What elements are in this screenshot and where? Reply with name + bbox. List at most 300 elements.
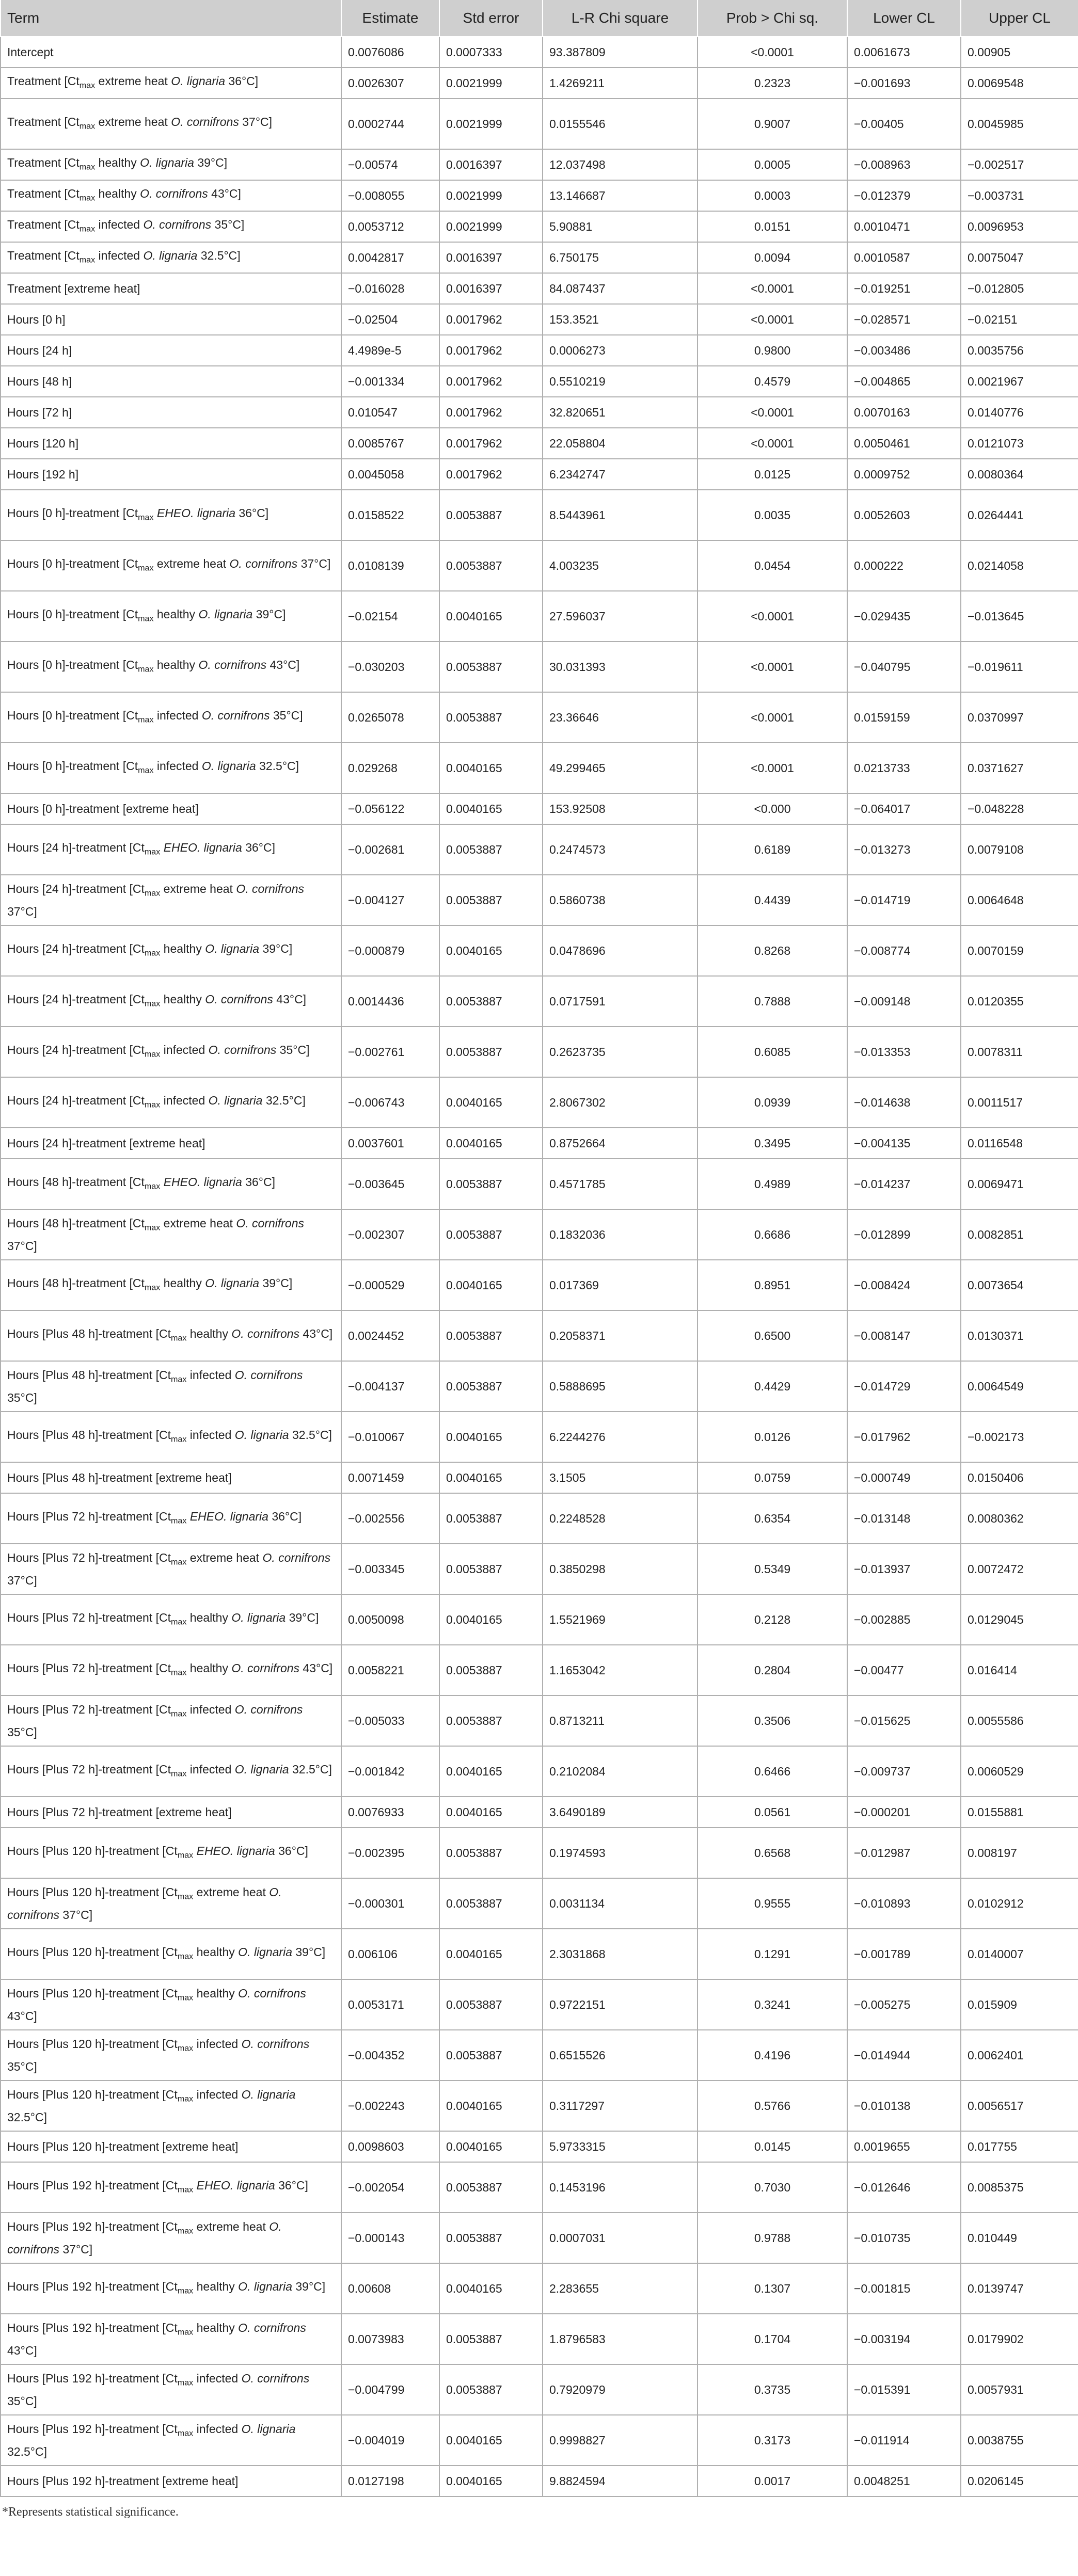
- table-row: [1, 180, 1078, 211]
- table-row: [1, 1159, 1078, 1209]
- cell-chi-square: 0.1832036: [543, 1209, 697, 1260]
- cell-term: Intercept: [1, 37, 341, 68]
- cell-chi-square: 1.8796583: [543, 2314, 697, 2364]
- cell-upper-cl: 0.0096953: [961, 211, 1078, 242]
- cell-prob: 0.0125: [697, 459, 847, 490]
- table-row: [1, 1412, 1078, 1462]
- cell-estimate: −0.030203: [341, 642, 439, 692]
- cell-lower-cl: −0.013937: [847, 1544, 961, 1594]
- cell-term: Hours [0 h]-treatment [$Ct_{max}$ extreme heat O. cornifrons 37°C]: [1, 540, 341, 591]
- cell-term: Hours [Plus 72 h]-treatment [$Ct_{max}$ infected O. cornifrons 35°C]: [1, 1695, 341, 1746]
- cell-estimate: −0.002243: [341, 2081, 439, 2131]
- cell-upper-cl: 0.0069548: [961, 68, 1078, 99]
- cell-upper-cl: 0.0057931: [961, 2364, 1078, 2415]
- cell-chi-square: 0.0717591: [543, 976, 697, 1027]
- cell-upper-cl: −0.048228: [961, 793, 1078, 824]
- cell-upper-cl: 0.0073654: [961, 1260, 1078, 1310]
- cell-estimate: −0.003645: [341, 1159, 439, 1209]
- cell-term: Hours [Plus 48 h]-treatment [extreme heat]: [1, 1462, 341, 1493]
- cell-prob: 0.8268: [697, 925, 847, 976]
- cell-std-error: 0.0021999: [439, 211, 543, 242]
- cell-chi-square: 6.750175: [543, 242, 697, 273]
- cell-upper-cl: 0.0179902: [961, 2314, 1078, 2364]
- cell-lower-cl: −0.001815: [847, 2263, 961, 2314]
- cell-std-error: 0.0016397: [439, 273, 543, 304]
- table-row: [1, 242, 1078, 273]
- cell-lower-cl: −0.012646: [847, 2162, 961, 2213]
- cell-upper-cl: −0.012805: [961, 273, 1078, 304]
- cell-lower-cl: −0.014719: [847, 875, 961, 925]
- cell-lower-cl: −0.013148: [847, 1493, 961, 1544]
- cell-estimate: 0.010547: [341, 397, 439, 428]
- cell-std-error: 0.0040165: [439, 2466, 543, 2497]
- cell-lower-cl: −0.012899: [847, 1209, 961, 1260]
- cell-std-error: 0.0017962: [439, 366, 543, 397]
- cell-std-error: 0.0021999: [439, 99, 543, 149]
- cell-std-error: 0.0040165: [439, 925, 543, 976]
- cell-std-error: 0.0053887: [439, 2030, 543, 2081]
- cell-chi-square: 2.283655: [543, 2263, 697, 2314]
- cell-lower-cl: −0.015391: [847, 2364, 961, 2415]
- cell-prob: 0.0145: [697, 2131, 847, 2162]
- cell-prob: 0.0003: [697, 180, 847, 211]
- cell-lower-cl: 0.0050461: [847, 428, 961, 459]
- cell-std-error: 0.0053887: [439, 1159, 543, 1209]
- cell-upper-cl: 0.0055586: [961, 1695, 1078, 1746]
- cell-std-error: 0.0007333: [439, 37, 543, 68]
- col-header-term: Term: [1, 0, 341, 37]
- cell-term: Hours [Plus 48 h]-treatment [$Ct_{max}$ infected O. lignaria 32.5°C]: [1, 1412, 341, 1462]
- cell-estimate: −0.000143: [341, 2213, 439, 2263]
- table-row: [1, 793, 1078, 824]
- cell-prob: <0.0001: [697, 273, 847, 304]
- cell-chi-square: 1.5521969: [543, 1594, 697, 1645]
- cell-prob: 0.5766: [697, 2081, 847, 2131]
- cell-lower-cl: −0.004135: [847, 1128, 961, 1159]
- cell-lower-cl: −0.010893: [847, 1878, 961, 1929]
- cell-prob: <0.0001: [697, 304, 847, 335]
- cell-std-error: 0.0053887: [439, 1027, 543, 1077]
- col-header-upper-cl: Upper CL: [961, 0, 1078, 37]
- cell-lower-cl: −0.008963: [847, 149, 961, 180]
- table-row: [1, 1027, 1078, 1077]
- cell-term: Hours [0 h]-treatment [$Ct_{max}$ EHEO. lignaria 36°C]: [1, 490, 341, 540]
- cell-prob: 0.0005: [697, 149, 847, 180]
- cell-std-error: 0.0053887: [439, 1645, 543, 1695]
- cell-estimate: −0.000301: [341, 1878, 439, 1929]
- cell-term: Hours [24 h]-treatment [$Ct_{max}$ EHEO. lignaria 36°C]: [1, 824, 341, 875]
- cell-chi-square: 6.2244276: [543, 1412, 697, 1462]
- cell-chi-square: 153.92508: [543, 793, 697, 824]
- cell-prob: 0.2804: [697, 1645, 847, 1695]
- cell-chi-square: 0.0478696: [543, 925, 697, 976]
- cell-lower-cl: −0.014638: [847, 1077, 961, 1128]
- cell-lower-cl: 0.000222: [847, 540, 961, 591]
- cell-term: Hours [24 h]-treatment [extreme heat]: [1, 1128, 341, 1159]
- cell-prob: 0.1704: [697, 2314, 847, 2364]
- cell-prob: 0.5349: [697, 1544, 847, 1594]
- cell-lower-cl: −0.014729: [847, 1361, 961, 1412]
- cell-term: Hours [Plus 120 h]-treatment [$Ct_{max}$ extreme heat O. cornifrons 37°C]: [1, 1878, 341, 1929]
- cell-term: Hours [Plus 192 h]-treatment [$Ct_{max}$ extreme heat O. cornifrons 37°C]: [1, 2213, 341, 2263]
- cell-estimate: 0.0026307: [341, 68, 439, 99]
- cell-lower-cl: 0.0019655: [847, 2131, 961, 2162]
- cell-term: Hours [72 h]: [1, 397, 341, 428]
- cell-term: Hours [0 h]: [1, 304, 341, 335]
- cell-std-error: 0.0053887: [439, 1310, 543, 1361]
- cell-chi-square: 0.0155546: [543, 99, 697, 149]
- cell-estimate: −0.008055: [341, 180, 439, 211]
- cell-std-error: 0.0040165: [439, 1797, 543, 1828]
- cell-std-error: 0.0053887: [439, 824, 543, 875]
- cell-lower-cl: −0.009737: [847, 1746, 961, 1797]
- cell-term: Treatment [$Ct_{max}$ infected O. lignaria 32.5°C]: [1, 242, 341, 273]
- cell-chi-square: 5.9733315: [543, 2131, 697, 2162]
- cell-chi-square: 0.8713211: [543, 1695, 697, 1746]
- cell-upper-cl: 0.0082851: [961, 1209, 1078, 1260]
- table-row: [1, 1929, 1078, 1979]
- table-row: [1, 1878, 1078, 1929]
- cell-prob: 0.9007: [697, 99, 847, 149]
- table-row: [1, 335, 1078, 366]
- table-row: [1, 1979, 1078, 2030]
- cell-prob: <0.0001: [697, 743, 847, 793]
- cell-chi-square: 1.4269211: [543, 68, 697, 99]
- cell-upper-cl: −0.013645: [961, 591, 1078, 642]
- cell-std-error: 0.0016397: [439, 242, 543, 273]
- cell-estimate: −0.004799: [341, 2364, 439, 2415]
- cell-estimate: −0.002395: [341, 1828, 439, 1878]
- table-row: [1, 875, 1078, 925]
- cell-upper-cl: 0.017755: [961, 2131, 1078, 2162]
- cell-estimate: 0.0158522: [341, 490, 439, 540]
- cell-upper-cl: −0.002173: [961, 1412, 1078, 1462]
- cell-chi-square: 0.1974593: [543, 1828, 697, 1878]
- cell-chi-square: 6.2342747: [543, 459, 697, 490]
- cell-std-error: 0.0017962: [439, 459, 543, 490]
- cell-estimate: 0.0073983: [341, 2314, 439, 2364]
- table-row: [1, 2364, 1078, 2415]
- cell-lower-cl: −0.019251: [847, 273, 961, 304]
- table-row: [1, 149, 1078, 180]
- table-row: [1, 304, 1078, 335]
- cell-std-error: 0.0040165: [439, 1260, 543, 1310]
- table-row: [1, 366, 1078, 397]
- cell-lower-cl: 0.0010587: [847, 242, 961, 273]
- cell-chi-square: 0.0006273: [543, 335, 697, 366]
- cell-prob: 0.6466: [697, 1746, 847, 1797]
- cell-chi-square: 0.7920979: [543, 2364, 697, 2415]
- cell-chi-square: 93.387809: [543, 37, 697, 68]
- cell-estimate: 0.0076086: [341, 37, 439, 68]
- cell-upper-cl: 0.0085375: [961, 2162, 1078, 2213]
- cell-std-error: 0.0040165: [439, 1929, 543, 1979]
- table-row: [1, 692, 1078, 743]
- cell-upper-cl: 0.0150406: [961, 1462, 1078, 1493]
- cell-std-error: 0.0053887: [439, 2213, 543, 2263]
- cell-std-error: 0.0040165: [439, 1128, 543, 1159]
- cell-estimate: −0.006743: [341, 1077, 439, 1128]
- cell-estimate: −0.02154: [341, 591, 439, 642]
- cell-prob: <0.0001: [697, 692, 847, 743]
- cell-chi-square: 0.2474573: [543, 824, 697, 875]
- cell-lower-cl: −0.009148: [847, 976, 961, 1027]
- cell-std-error: 0.0021999: [439, 68, 543, 99]
- cell-estimate: −0.002681: [341, 824, 439, 875]
- cell-prob: 0.0094: [697, 242, 847, 273]
- table-row: [1, 1594, 1078, 1645]
- cell-term: Hours [Plus 192 h]-treatment [$Ct_{max}$ infected O. cornifrons 35°C]: [1, 2364, 341, 2415]
- cell-upper-cl: 0.0060529: [961, 1746, 1078, 1797]
- cell-lower-cl: −0.000201: [847, 1797, 961, 1828]
- cell-chi-square: 32.820651: [543, 397, 697, 428]
- cell-prob: 0.4439: [697, 875, 847, 925]
- cell-prob: 0.6354: [697, 1493, 847, 1544]
- cell-prob: <0.0001: [697, 591, 847, 642]
- cell-lower-cl: −0.029435: [847, 591, 961, 642]
- cell-lower-cl: −0.008147: [847, 1310, 961, 1361]
- table-row: [1, 743, 1078, 793]
- cell-estimate: 0.0037601: [341, 1128, 439, 1159]
- cell-upper-cl: 0.0080364: [961, 459, 1078, 490]
- cell-prob: 0.0561: [697, 1797, 847, 1828]
- cell-std-error: 0.0053887: [439, 1828, 543, 1878]
- cell-estimate: 0.0002744: [341, 99, 439, 149]
- table-row: [1, 68, 1078, 99]
- cell-prob: 0.9788: [697, 2213, 847, 2263]
- cell-std-error: 0.0040165: [439, 2415, 543, 2466]
- cell-prob: 0.2323: [697, 68, 847, 99]
- table-row: [1, 1128, 1078, 1159]
- table-row: [1, 211, 1078, 242]
- table-body: [1, 37, 1078, 2497]
- cell-lower-cl: −0.014237: [847, 1159, 961, 1209]
- cell-chi-square: 8.5443961: [543, 490, 697, 540]
- cell-upper-cl: 0.015909: [961, 1979, 1078, 2030]
- cell-chi-square: 0.5510219: [543, 366, 697, 397]
- cell-chi-square: 2.8067302: [543, 1077, 697, 1128]
- cell-term: Hours [Plus 72 h]-treatment [$Ct_{max}$ extreme heat O. cornifrons 37°C]: [1, 1544, 341, 1594]
- cell-term: Hours [Plus 120 h]-treatment [$Ct_{max}$ infected O. lignaria 32.5°C]: [1, 2081, 341, 2131]
- cell-term: Hours [24 h]-treatment [$Ct_{max}$ infected O. lignaria 32.5°C]: [1, 1077, 341, 1128]
- cell-term: Hours [48 h]-treatment [$Ct_{max}$ EHEO. lignaria 36°C]: [1, 1159, 341, 1209]
- cell-prob: 0.3735: [697, 2364, 847, 2415]
- col-header-estimate: Estimate: [341, 0, 439, 37]
- cell-upper-cl: −0.002517: [961, 149, 1078, 180]
- cell-estimate: 0.00608: [341, 2263, 439, 2314]
- cell-estimate: −0.002761: [341, 1027, 439, 1077]
- cell-std-error: 0.0017962: [439, 428, 543, 459]
- cell-estimate: −0.001842: [341, 1746, 439, 1797]
- cell-lower-cl: −0.011914: [847, 2415, 961, 2466]
- cell-prob: 0.0939: [697, 1077, 847, 1128]
- cell-prob: 0.3495: [697, 1128, 847, 1159]
- cell-lower-cl: −0.040795: [847, 642, 961, 692]
- cell-estimate: 0.0050098: [341, 1594, 439, 1645]
- cell-upper-cl: 0.016414: [961, 1645, 1078, 1695]
- cell-prob: 0.0454: [697, 540, 847, 591]
- cell-estimate: 0.0024452: [341, 1310, 439, 1361]
- cell-estimate: −0.016028: [341, 273, 439, 304]
- cell-prob: 0.1291: [697, 1929, 847, 1979]
- col-header-lower-cl: Lower CL: [847, 0, 961, 37]
- cell-std-error: 0.0053887: [439, 540, 543, 591]
- cell-std-error: 0.0053887: [439, 1493, 543, 1544]
- cell-lower-cl: −0.003486: [847, 335, 961, 366]
- cell-estimate: −0.00574: [341, 149, 439, 180]
- cell-term: Treatment [$Ct_{max}$ extreme heat O. cornifrons 37°C]: [1, 99, 341, 149]
- cell-estimate: 0.0076933: [341, 1797, 439, 1828]
- cell-upper-cl: 0.0140776: [961, 397, 1078, 428]
- cell-std-error: 0.0017962: [439, 397, 543, 428]
- cell-chi-square: 23.36646: [543, 692, 697, 743]
- cell-std-error: 0.0053887: [439, 692, 543, 743]
- cell-upper-cl: 0.0206145: [961, 2466, 1078, 2497]
- table-row: [1, 2131, 1078, 2162]
- cell-std-error: 0.0053887: [439, 1544, 543, 1594]
- cell-chi-square: 0.6515526: [543, 2030, 697, 2081]
- table-footnote: *Represents statistical significance.: [2, 2505, 179, 2519]
- cell-upper-cl: 0.0371627: [961, 743, 1078, 793]
- cell-lower-cl: 0.0070163: [847, 397, 961, 428]
- cell-estimate: 0.0053171: [341, 1979, 439, 2030]
- cell-estimate: −0.004352: [341, 2030, 439, 2081]
- cell-term: Hours [Plus 120 h]-treatment [$Ct_{max}$ healthy O. cornifrons 43°C]: [1, 1979, 341, 2030]
- cell-prob: 0.9800: [697, 335, 847, 366]
- cell-chi-square: 49.299465: [543, 743, 697, 793]
- table-row: [1, 37, 1078, 68]
- cell-term: Hours [Plus 48 h]-treatment [$Ct_{max}$ infected O. cornifrons 35°C]: [1, 1361, 341, 1412]
- cell-term: Hours [24 h]-treatment [$Ct_{max}$ healthy O. lignaria 39°C]: [1, 925, 341, 976]
- cell-upper-cl: 0.0064549: [961, 1361, 1078, 1412]
- cell-estimate: 0.0265078: [341, 692, 439, 743]
- cell-lower-cl: −0.003194: [847, 2314, 961, 2364]
- cell-upper-cl: 0.0078311: [961, 1027, 1078, 1077]
- cell-std-error: 0.0040165: [439, 1412, 543, 1462]
- cell-std-error: 0.0017962: [439, 304, 543, 335]
- cell-lower-cl: −0.010735: [847, 2213, 961, 2263]
- cell-prob: 0.0035: [697, 490, 847, 540]
- cell-chi-square: 13.146687: [543, 180, 697, 211]
- cell-std-error: 0.0053887: [439, 976, 543, 1027]
- cell-upper-cl: 0.0062401: [961, 2030, 1078, 2081]
- table-row: [1, 99, 1078, 149]
- cell-term: Treatment [$Ct_{max}$ healthy O. lignaria 39°C]: [1, 149, 341, 180]
- table-row: [1, 2466, 1078, 2497]
- cell-upper-cl: 0.0038755: [961, 2415, 1078, 2466]
- table-row: [1, 1746, 1078, 1797]
- col-header-std-error: Std error: [439, 0, 543, 37]
- cell-estimate: 0.0045058: [341, 459, 439, 490]
- cell-chi-square: 0.3850298: [543, 1544, 697, 1594]
- cell-prob: 0.0151: [697, 211, 847, 242]
- cell-upper-cl: 0.00905: [961, 37, 1078, 68]
- cell-estimate: −0.004137: [341, 1361, 439, 1412]
- table-row: [1, 976, 1078, 1027]
- cell-estimate: 0.0127198: [341, 2466, 439, 2497]
- cell-term: Hours [Plus 72 h]-treatment [$Ct_{max}$ healthy O. cornifrons 43°C]: [1, 1645, 341, 1695]
- cell-estimate: 0.029268: [341, 743, 439, 793]
- cell-lower-cl: −0.013273: [847, 824, 961, 875]
- cell-lower-cl: −0.015625: [847, 1695, 961, 1746]
- cell-upper-cl: 0.0079108: [961, 824, 1078, 875]
- cell-prob: 0.6500: [697, 1310, 847, 1361]
- cell-chi-square: 0.0031134: [543, 1878, 697, 1929]
- table-row: [1, 1361, 1078, 1412]
- cell-chi-square: 27.596037: [543, 591, 697, 642]
- cell-term: Hours [Plus 48 h]-treatment [$Ct_{max}$ healthy O. cornifrons 43°C]: [1, 1310, 341, 1361]
- cell-prob: 0.7888: [697, 976, 847, 1027]
- cell-lower-cl: −0.00405: [847, 99, 961, 149]
- cell-lower-cl: −0.012987: [847, 1828, 961, 1878]
- cell-lower-cl: −0.000749: [847, 1462, 961, 1493]
- table-row: [1, 2263, 1078, 2314]
- cell-prob: 0.0126: [697, 1412, 847, 1462]
- cell-estimate: −0.000879: [341, 925, 439, 976]
- cell-upper-cl: 0.0075047: [961, 242, 1078, 273]
- cell-estimate: 0.0014436: [341, 976, 439, 1027]
- cell-chi-square: 0.2248528: [543, 1493, 697, 1544]
- table-row: [1, 2030, 1078, 2081]
- cell-prob: 0.4989: [697, 1159, 847, 1209]
- table-row: [1, 591, 1078, 642]
- cell-std-error: 0.0053887: [439, 1695, 543, 1746]
- table-row: [1, 642, 1078, 692]
- table-row: [1, 1493, 1078, 1544]
- cell-std-error: 0.0040165: [439, 1746, 543, 1797]
- cell-std-error: 0.0040165: [439, 2131, 543, 2162]
- cell-term: Hours [Plus 120 h]-treatment [extreme heat]: [1, 2131, 341, 2162]
- cell-prob: 0.2128: [697, 1594, 847, 1645]
- cell-std-error: 0.0053887: [439, 875, 543, 925]
- cell-chi-square: 12.037498: [543, 149, 697, 180]
- cell-std-error: 0.0021999: [439, 180, 543, 211]
- table-row: [1, 1077, 1078, 1128]
- cell-std-error: 0.0053887: [439, 1361, 543, 1412]
- cell-term: Treatment [$Ct_{max}$ infected O. cornifrons 35°C]: [1, 211, 341, 242]
- cell-upper-cl: 0.0130371: [961, 1310, 1078, 1361]
- cell-lower-cl: 0.0010471: [847, 211, 961, 242]
- table-row: [1, 490, 1078, 540]
- cell-std-error: 0.0053887: [439, 1209, 543, 1260]
- cell-lower-cl: 0.0052603: [847, 490, 961, 540]
- cell-estimate: 0.0058221: [341, 1645, 439, 1695]
- cell-prob: 0.8951: [697, 1260, 847, 1310]
- cell-term: Hours [Plus 72 h]-treatment [$Ct_{max}$ EHEO. lignaria 36°C]: [1, 1493, 341, 1544]
- cell-estimate: 0.0108139: [341, 540, 439, 591]
- cell-lower-cl: −0.008774: [847, 925, 961, 976]
- cell-prob: 0.6189: [697, 824, 847, 875]
- cell-term: Hours [Plus 120 h]-treatment [$Ct_{max}$ infected O. cornifrons 35°C]: [1, 2030, 341, 2081]
- cell-estimate: −0.004127: [341, 875, 439, 925]
- table-row: [1, 2415, 1078, 2466]
- cell-lower-cl: −0.017962: [847, 1412, 961, 1462]
- cell-term: Hours [120 h]: [1, 428, 341, 459]
- cell-upper-cl: 0.0080362: [961, 1493, 1078, 1544]
- cell-upper-cl: 0.0021967: [961, 366, 1078, 397]
- cell-upper-cl: 0.0072472: [961, 1544, 1078, 1594]
- cell-chi-square: 0.2623735: [543, 1027, 697, 1077]
- table-row: [1, 1695, 1078, 1746]
- cell-term: Hours [24 h]-treatment [$Ct_{max}$ extreme heat O. cornifrons 37°C]: [1, 875, 341, 925]
- table-row: [1, 2314, 1078, 2364]
- cell-chi-square: 0.1453196: [543, 2162, 697, 2213]
- cell-prob: 0.3173: [697, 2415, 847, 2466]
- cell-prob: 0.3241: [697, 1979, 847, 2030]
- cell-std-error: 0.0040165: [439, 1594, 543, 1645]
- cell-estimate: −0.004019: [341, 2415, 439, 2466]
- cell-prob: 0.6568: [697, 1828, 847, 1878]
